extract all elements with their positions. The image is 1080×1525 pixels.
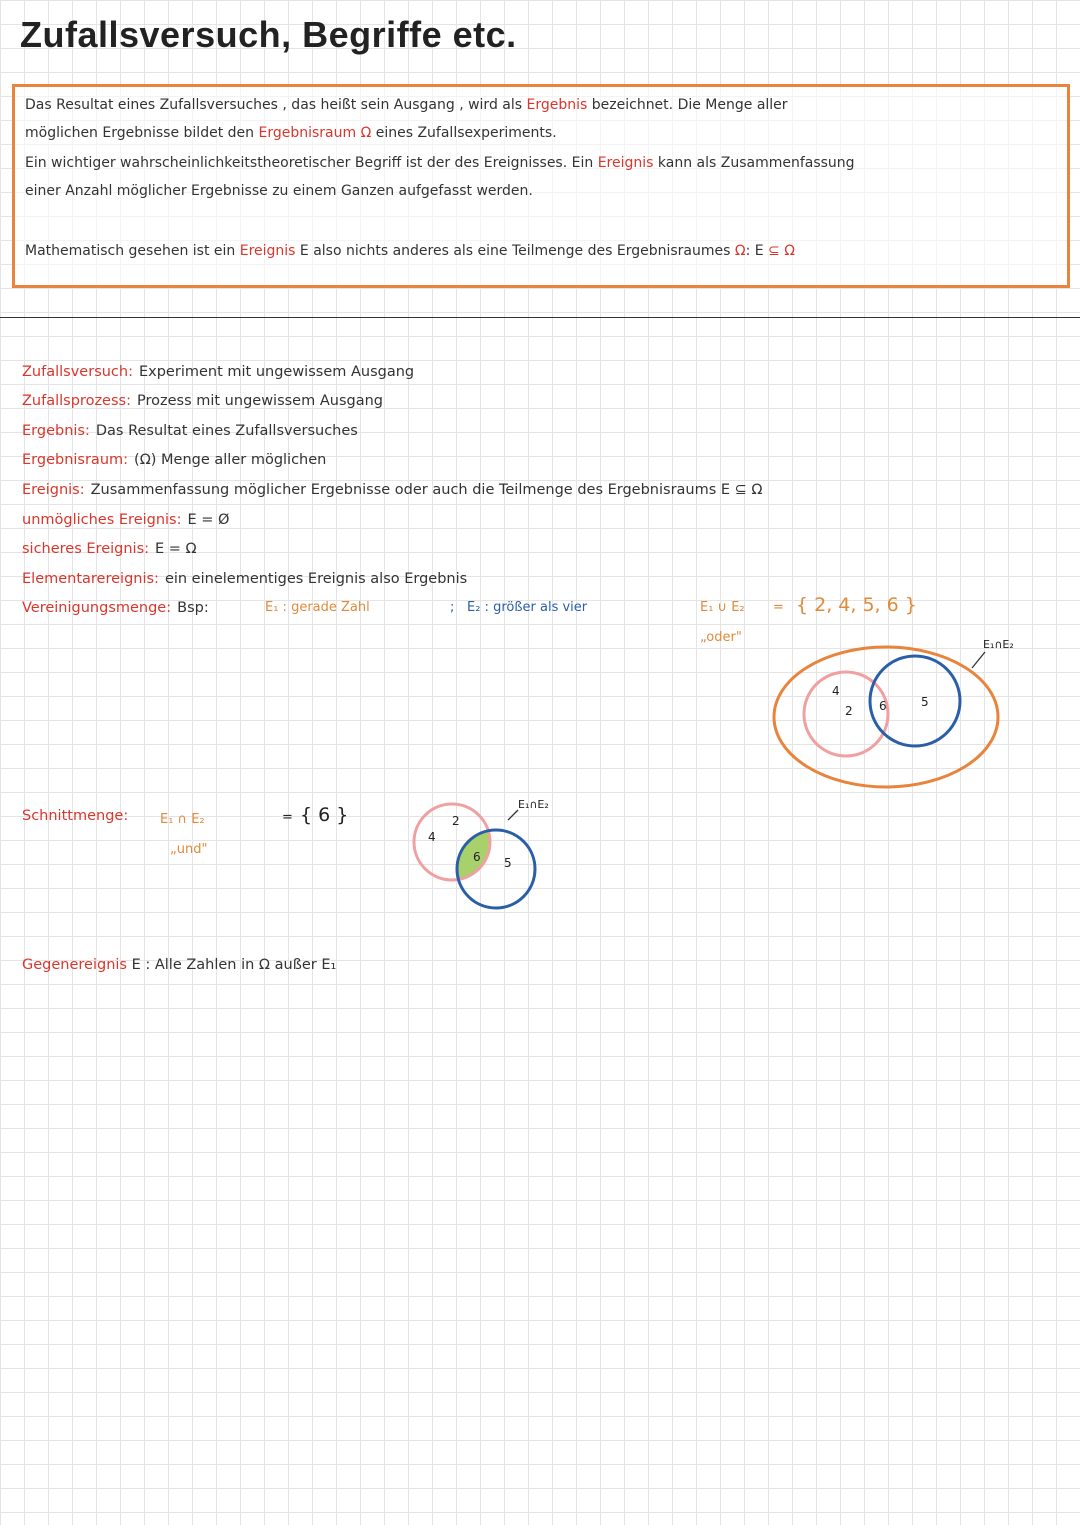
intersection-set: { 6 } bbox=[300, 804, 349, 826]
definition-desc: Das Resultat eines Zufallsversuches bbox=[95, 423, 358, 439]
intersection-expression: E₁ ∩ E₂ bbox=[160, 812, 205, 827]
venn-number-6: 6 bbox=[473, 850, 481, 864]
union-expression: E₁ ∪ E₂ bbox=[700, 600, 745, 615]
definition-term: Elementarereignis: bbox=[22, 571, 159, 587]
intro-line-4: einer Anzahl möglicher Ergebnisse zu einem Ganzen aufgefasst werden. bbox=[25, 183, 533, 199]
venn-number-5: 5 bbox=[921, 695, 929, 709]
definition-desc: E = Ø bbox=[187, 512, 230, 528]
definition-desc: Bsp: bbox=[177, 600, 209, 616]
definition-desc: E = Ω bbox=[155, 541, 197, 557]
page-title: Zufallsversuch, Begriffe etc. bbox=[20, 14, 517, 55]
highlight-ergebnis: Ergebnis bbox=[526, 97, 588, 113]
intro-text: Mathematisch gesehen ist ein bbox=[25, 243, 236, 259]
subset-symbol: ⊆ Ω bbox=[768, 243, 795, 259]
intro-text: möglichen Ergebnisse bildet den bbox=[25, 125, 255, 141]
union-separator: ; bbox=[450, 600, 455, 615]
highlight-ereignis: Ereignis bbox=[239, 243, 296, 259]
definition-desc: (Ω) Menge aller möglichen bbox=[134, 452, 327, 468]
union-e2: E₂ : größer als vier bbox=[467, 600, 588, 615]
definition-term: Zufallsversuch: bbox=[22, 364, 133, 380]
intro-text: bezeichnet. Die Menge aller bbox=[591, 97, 788, 113]
definition-term: Zufallsprozess: bbox=[22, 393, 131, 409]
venn-number-4: 4 bbox=[428, 830, 436, 844]
definition-term: unmögliches Ereignis: bbox=[22, 512, 182, 528]
intro-text: : E bbox=[745, 243, 764, 259]
union-word: „oder" bbox=[700, 630, 742, 645]
definition-desc: Zusammenfassung möglicher Ergebnisse oder auch die Teilmenge des Ergebnisraums E ⊆ Ω bbox=[90, 482, 763, 498]
intro-text: E also nichts anderes als eine Teilmenge des Ergebnisraumes bbox=[299, 243, 731, 259]
union-e1: E₁ : gerade Zahl bbox=[265, 600, 370, 615]
venn-number-6: 6 bbox=[879, 699, 887, 713]
venn-number-4: 4 bbox=[832, 684, 840, 698]
omega-symbol: Ω bbox=[734, 243, 746, 259]
definition-desc: ein einelementiges Ereignis also Ergebnis bbox=[164, 571, 468, 587]
intersection-venn-label: E₁∩E₂ bbox=[518, 798, 549, 811]
union-equals: = bbox=[773, 600, 784, 615]
intersection-equals: = bbox=[282, 810, 293, 825]
definition-term: Ergebnisraum: bbox=[22, 452, 129, 468]
definition-term: Vereinigungsmenge: bbox=[22, 600, 172, 616]
intro-text: eines Zufallsexperiments. bbox=[375, 125, 557, 141]
venn-number-2: 2 bbox=[845, 704, 853, 718]
complement-row bbox=[22, 957, 336, 973]
complement-term: Gegenereignis bbox=[22, 957, 127, 973]
definition-term: sicheres Ereignis: bbox=[22, 541, 150, 557]
venn-number-2: 2 bbox=[452, 814, 460, 828]
definition-desc: Experiment mit ungewissem Ausgang bbox=[138, 364, 415, 380]
label-pointer-line bbox=[508, 810, 518, 820]
definition-term: Ereignis: bbox=[22, 482, 85, 498]
definition-desc: Prozess mit ungewissem Ausgang bbox=[136, 393, 383, 409]
complement-desc: E : Alle Zahlen in Ω außer E₁ bbox=[131, 957, 337, 973]
intersection-word: „und" bbox=[170, 842, 208, 857]
union-venn-label: E₁∩E₂ bbox=[983, 638, 1014, 651]
intro-text: Ein wichtiger wahrscheinlichkeitstheoretischer Begriff ist der des Ereignisses. Ein bbox=[25, 155, 594, 171]
intersection-term: Schnittmenge: bbox=[22, 808, 129, 824]
venn-number-5: 5 bbox=[504, 856, 512, 870]
union-set: { 2, 4, 5, 6 } bbox=[796, 594, 917, 616]
highlight-ergebnisraum: Ergebnisraum Ω bbox=[258, 125, 372, 141]
highlight-ereignis: Ereignis bbox=[597, 155, 654, 171]
definition-term: Ergebnis: bbox=[22, 423, 90, 439]
intro-text: kann als Zusammenfassung bbox=[657, 155, 855, 171]
intro-text: Das Resultat eines Zufallsversuches , das heißt sein Ausgang , wird als bbox=[25, 97, 523, 113]
